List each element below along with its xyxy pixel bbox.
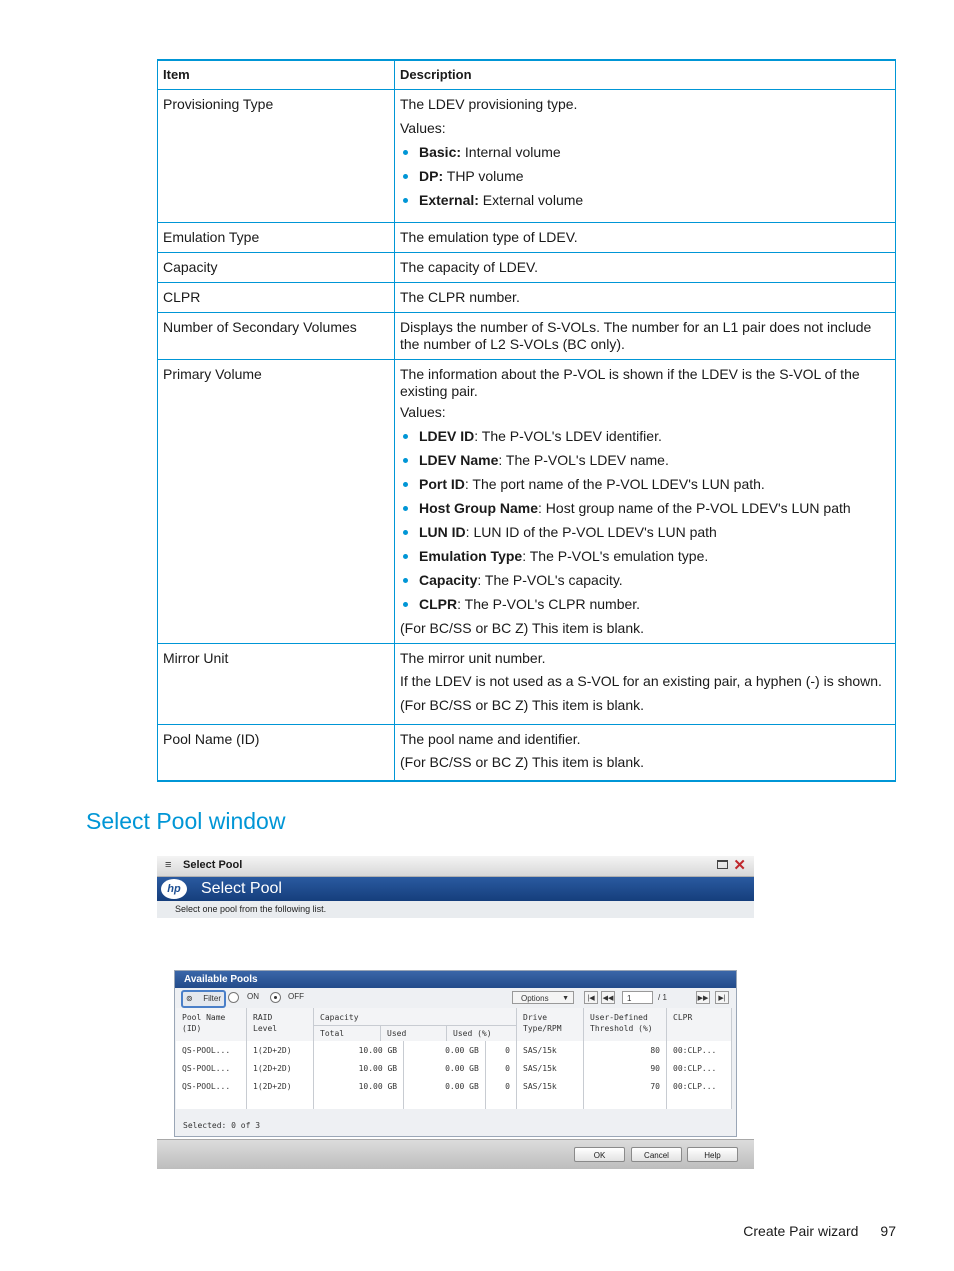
col-threshold[interactable]: User-Defined Threshold (%) — [584, 1008, 667, 1041]
filter-off-label: OFF — [288, 992, 304, 1001]
row-description: Displays the number of S-VOLs. The number for an L1 pair does not include the number of L2 S-VOLs (BC only). — [395, 313, 896, 360]
cancel-button[interactable]: Cancel — [631, 1147, 682, 1162]
cell-total: 10.00 GB — [314, 1041, 404, 1059]
list-item — [400, 452, 890, 469]
desc-text: (For BC/SS or BC Z) This item is blank. — [400, 697, 645, 713]
desc-text: The LDEV provisioning type. — [400, 96, 578, 112]
window-banner — [157, 877, 754, 901]
close-icon[interactable]: ✕ — [733, 857, 746, 874]
page-number-input[interactable]: 1 — [622, 991, 653, 1004]
term: LDEV ID — [419, 428, 475, 444]
table-row — [158, 283, 896, 313]
window-titlebar — [157, 856, 754, 877]
chevron-down-icon: ▼ — [562, 995, 569, 1002]
row-item: Capacity — [158, 253, 395, 283]
term-desc: THP volume — [443, 168, 524, 184]
list-item — [400, 500, 890, 517]
cell-drive: SAS/15k — [517, 1041, 584, 1059]
list-item — [400, 596, 890, 613]
cell-raid: 1(2D+2D) — [247, 1077, 314, 1095]
desc-text: (For BC/SS or BC Z) This item is blank. — [400, 754, 645, 770]
term: External: — [419, 192, 479, 208]
capacity-subheaders — [314, 1025, 516, 1041]
filter-on-radio[interactable] — [228, 992, 239, 1003]
row-item: Primary Volume — [158, 360, 395, 644]
list-item — [400, 476, 890, 493]
term: LDEV Name — [419, 452, 499, 468]
values-list — [400, 428, 890, 613]
page-footer — [743, 1223, 896, 1239]
selection-count: Selected: 0 of 3 — [183, 1121, 261, 1130]
table-row — [158, 360, 896, 644]
col-clpr[interactable]: CLPR — [667, 1008, 732, 1041]
filter-off-radio[interactable] — [270, 992, 281, 1003]
filter-on-label: ON — [247, 992, 259, 1001]
term: Port ID — [419, 476, 465, 492]
first-page-icon[interactable]: |◀ — [584, 991, 598, 1004]
row-description: The capacity of LDEV. — [395, 253, 896, 283]
table-row[interactable] — [176, 1059, 732, 1077]
cell-used: 0.00 GB — [404, 1059, 486, 1077]
desc-text: The information about the P-VOL is shown if the LDEV is the S-VOL of the existing pair. — [400, 366, 860, 399]
cell-used: 0.00 GB — [404, 1041, 486, 1059]
term-desc: : The P-VOL's CLPR number. — [457, 596, 641, 612]
previous-page-icon[interactable]: ◀◀ — [601, 991, 615, 1004]
select-pool-window-header — [157, 856, 754, 918]
cell-pool-name: QS-POOL... — [176, 1077, 247, 1095]
term-desc: : The port name of the P-VOL LDEV's LUN path. — [464, 476, 765, 492]
cell-total: 10.00 GB — [314, 1059, 404, 1077]
row-item: Provisioning Type — [158, 90, 395, 223]
term: Basic: — [419, 144, 462, 160]
table-row — [158, 313, 896, 360]
row-description — [395, 725, 896, 782]
pools-toolbar — [175, 989, 736, 1009]
term-desc: : The P-VOL's emulation type. — [522, 548, 709, 564]
term: Emulation Type — [419, 548, 523, 564]
grid-header-row — [176, 1008, 732, 1041]
table-header-row — [158, 60, 896, 90]
col-raid-level[interactable]: RAID Level — [247, 1008, 314, 1041]
page-number: 97 — [880, 1223, 896, 1239]
term-desc: : The P-VOL's capacity. — [477, 572, 623, 588]
row-description: The CLPR number. — [395, 283, 896, 313]
desc-text: If the LDEV is not used as a S-VOL for an existing pair, a hyphen (-) is shown. — [400, 673, 882, 689]
table-row[interactable] — [176, 1077, 732, 1095]
cell-used: 0.00 GB — [404, 1077, 486, 1095]
term-desc: : The P-VOL's LDEV name. — [498, 452, 669, 468]
cell-raid: 1(2D+2D) — [247, 1041, 314, 1059]
filter-icon: ⊚ — [186, 994, 193, 1003]
capacity-group-label: Capacity — [320, 1013, 359, 1022]
term-desc: : LUN ID of the P-VOL LDEV's LUN path — [465, 524, 717, 540]
term-desc: External volume — [478, 192, 584, 208]
row-description — [395, 360, 896, 644]
table-row — [158, 223, 896, 253]
page-total: / 1 — [658, 993, 667, 1002]
last-page-icon[interactable]: ▶| — [715, 991, 729, 1004]
term: CLPR — [419, 596, 458, 612]
desc-text: The pool name and identifier. — [400, 731, 581, 747]
row-item: Pool Name (ID) — [158, 725, 395, 782]
ok-button[interactable]: OK — [574, 1147, 625, 1162]
cell-used-pct: 0 — [485, 1059, 516, 1077]
table-row — [158, 253, 896, 283]
filter-button[interactable] — [181, 990, 226, 1008]
available-pools-panel — [174, 970, 737, 1137]
options-label: Options — [521, 994, 549, 1003]
cell-total: 10.00 GB — [314, 1077, 404, 1095]
term: Capacity — [419, 572, 478, 588]
term: DP: — [419, 168, 444, 184]
description-table — [157, 59, 896, 782]
term: LUN ID — [419, 524, 466, 540]
pools-grid — [176, 1008, 732, 1109]
cell-threshold: 70 — [584, 1077, 667, 1095]
maximize-icon[interactable] — [717, 860, 728, 869]
desc-text: The mirror unit number. — [400, 650, 546, 666]
cell-pool-name: QS-POOL... — [176, 1059, 247, 1077]
cell-threshold: 80 — [584, 1041, 667, 1059]
col-total[interactable]: Total — [314, 1026, 381, 1041]
list-item — [400, 144, 890, 161]
row-item: Emulation Type — [158, 223, 395, 253]
row-item: CLPR — [158, 283, 395, 313]
cell-used-pct: 0 — [485, 1077, 516, 1095]
col-used[interactable]: Used — [381, 1026, 447, 1041]
filter-label: Filter — [203, 994, 221, 1003]
desc-text: Values: — [400, 120, 446, 136]
list-item — [400, 192, 890, 209]
help-button[interactable]: Help — [687, 1147, 738, 1162]
instruction-text: Select one pool from the following list. — [157, 901, 754, 918]
col-capacity-group — [314, 1008, 517, 1041]
section-heading: Select Pool window — [86, 808, 286, 834]
row-description — [395, 90, 896, 223]
cell-drive: SAS/15k — [517, 1059, 584, 1077]
empty-row — [176, 1095, 732, 1109]
cell-clpr: 00:CLP... — [667, 1077, 732, 1095]
collapse-chevron-icon[interactable]: ≡ — [165, 859, 172, 871]
table-row — [158, 90, 896, 223]
cell-pool-name: QS-POOL... — [176, 1041, 247, 1059]
col-used-pct[interactable]: Used (%) — [453, 1029, 492, 1038]
cell-threshold: 90 — [584, 1059, 667, 1077]
cell-clpr: 00:CLP... — [667, 1059, 732, 1077]
header-item: Item — [158, 60, 395, 90]
term-desc: Internal volume — [461, 144, 561, 160]
footer-section: Create Pair wizard — [743, 1223, 859, 1239]
window-footer — [157, 1139, 754, 1169]
col-drive[interactable]: Drive Type/RPM — [517, 1008, 584, 1041]
table-row — [158, 644, 896, 725]
banner-title: Select Pool — [201, 880, 282, 897]
list-item — [400, 524, 890, 541]
desc-text: Values: — [400, 404, 446, 420]
cell-clpr: 00:CLP... — [667, 1041, 732, 1059]
list-item — [400, 168, 890, 185]
table-row — [158, 725, 896, 782]
cell-drive: SAS/15k — [517, 1077, 584, 1095]
cell-used-pct: 0 — [485, 1041, 516, 1059]
next-page-icon[interactable]: ▶▶ — [696, 991, 710, 1004]
row-item: Mirror Unit — [158, 644, 395, 725]
list-item — [400, 428, 890, 445]
col-pool-name[interactable]: Pool Name (ID) — [176, 1008, 247, 1041]
options-dropdown[interactable] — [512, 991, 574, 1004]
list-item — [400, 572, 890, 589]
row-item: Number of Secondary Volumes — [158, 313, 395, 360]
term: Host Group Name — [419, 500, 539, 516]
term-desc: : The P-VOL's LDEV identifier. — [474, 428, 662, 444]
cell-raid: 1(2D+2D) — [247, 1059, 314, 1077]
table-row[interactable] — [176, 1041, 732, 1059]
desc-text: (For BC/SS or BC Z) This item is blank. — [400, 620, 645, 636]
row-description — [395, 644, 896, 725]
panel-title: Available Pools — [175, 971, 736, 988]
header-description: Description — [395, 60, 896, 90]
list-item — [400, 548, 890, 565]
row-description: The emulation type of LDEV. — [395, 223, 896, 253]
window-title: Select Pool — [183, 859, 243, 871]
values-list — [400, 144, 890, 209]
hp-logo-icon: hp — [161, 879, 187, 899]
term-desc: : Host group name of the P-VOL LDEV's LUN path — [538, 500, 851, 516]
